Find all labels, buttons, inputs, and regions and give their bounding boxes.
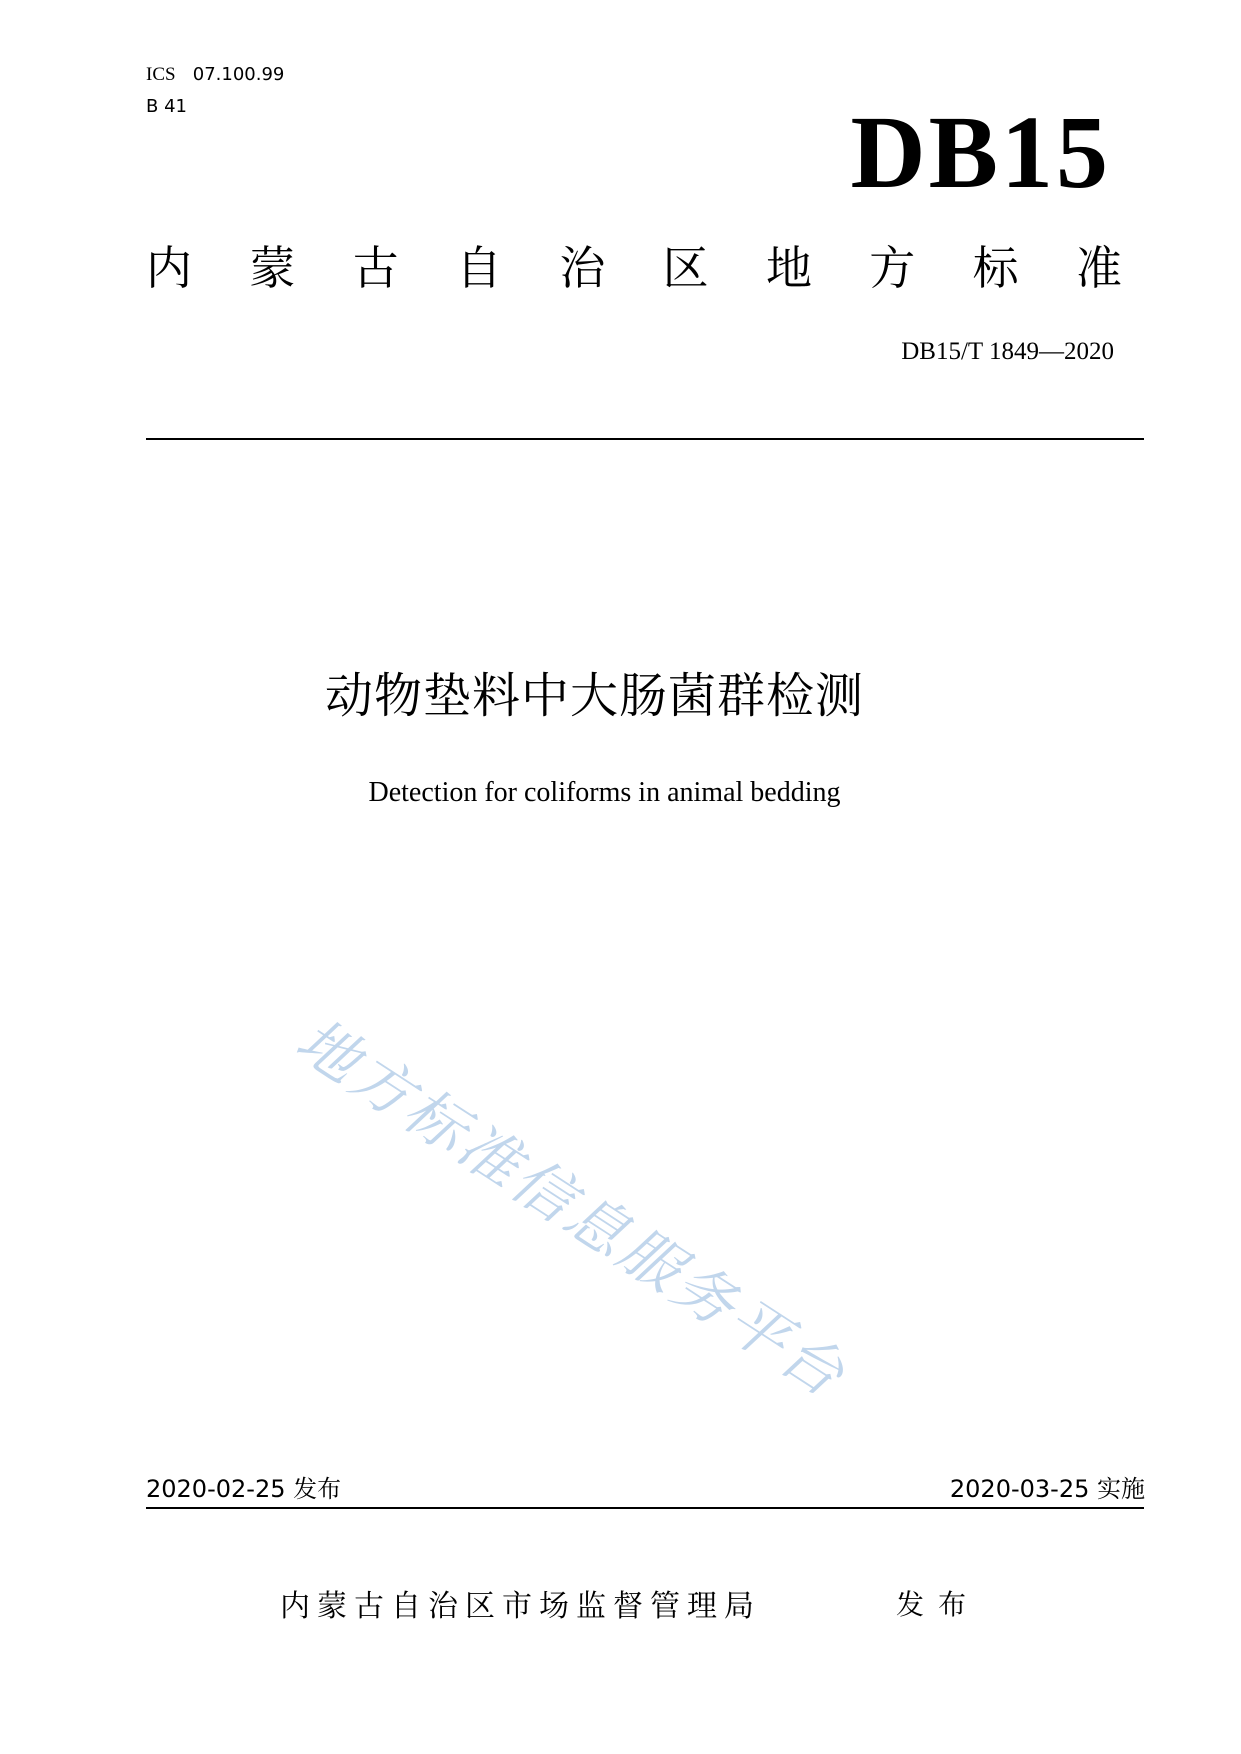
ics-label: ICS [146, 64, 176, 85]
standard-type-char: 标 [972, 241, 1019, 295]
implementation-date: 2020-03-25 实施 [949, 1475, 1145, 1503]
standard-type-char: 自 [455, 241, 502, 295]
standard-type-char: 内 [146, 241, 192, 295]
publish-date: 2020-02-25 发布 [146, 1475, 342, 1503]
standard-type-char: 方 [869, 241, 916, 295]
bottom-divider [146, 1507, 1144, 1509]
title-english: Detection for coliforms in animal bedding [368, 777, 841, 808]
standard-type-char: 古 [352, 241, 399, 295]
ics-classification [146, 64, 284, 86]
watermark: 地方标准信息服务平台 [283, 1005, 859, 1413]
title-chinese-wrapper [0, 666, 1241, 726]
issue-label: 发布 [896, 1588, 981, 1621]
ics-code: 07.100.99 [192, 64, 285, 85]
standard-type-char: 准 [1075, 241, 1122, 295]
title-chinese: 动物垫料中大肠菌群检测 [324, 668, 864, 724]
standard-number: DB15/T 1849—2020 [901, 338, 1114, 365]
standard-type-char: 区 [662, 241, 709, 295]
db-code-logo: DB15 [850, 95, 1111, 210]
issuing-authority: 内蒙古自治区市场监督管理局 [280, 1589, 761, 1624]
standard-type-char: 地 [765, 241, 812, 295]
top-divider [146, 438, 1144, 440]
ccs-code: B 41 [146, 96, 187, 117]
standard-type-char: 蒙 [249, 241, 296, 295]
title-english-wrapper [0, 776, 1241, 810]
standard-type-heading [146, 240, 1122, 296]
standard-type-char: 治 [559, 241, 606, 295]
